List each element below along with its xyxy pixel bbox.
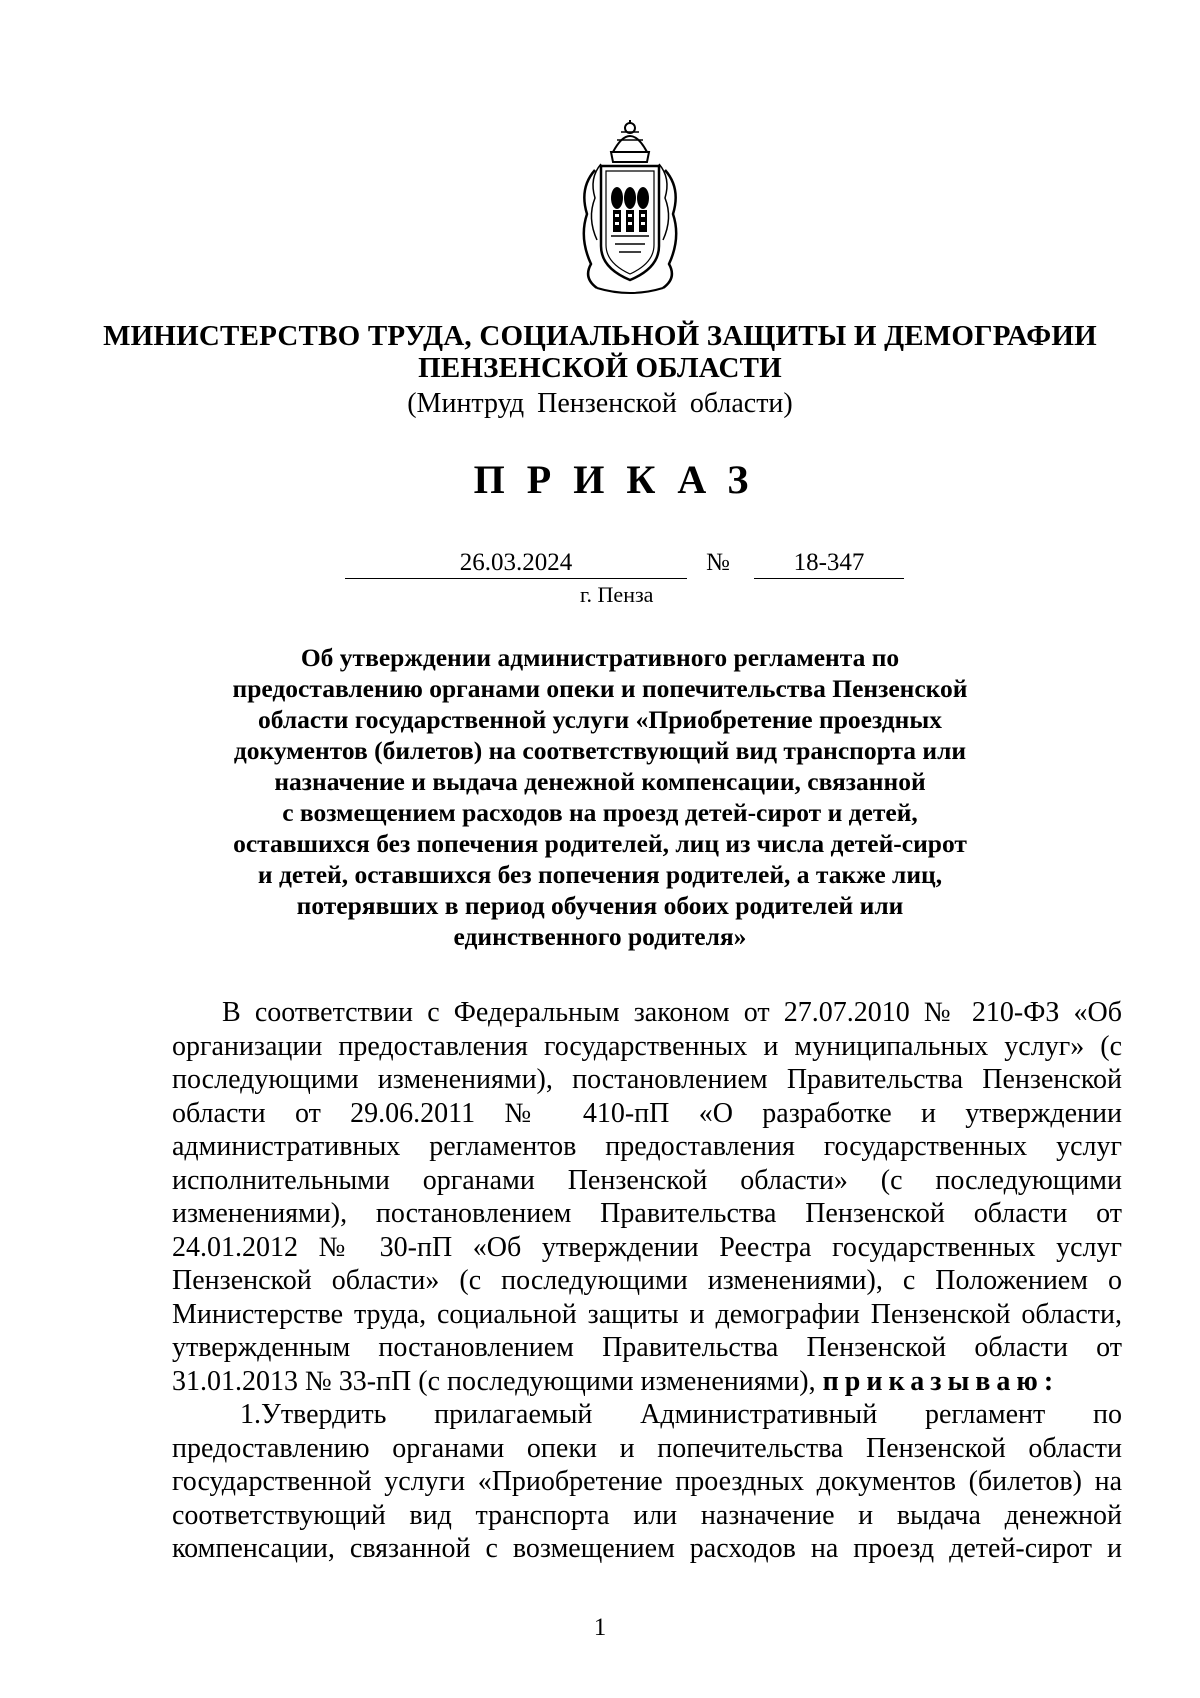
item1-word: по [1093,1399,1122,1430]
order-keyword: приказываю: [822,1365,1060,1397]
title-line: документов (билетов) на соответствующий вид транспорта или [233,736,967,765]
body-line-final [172,1365,1122,1399]
title-line: и детей, оставшихся без попечения родителей, а также лиц, [257,860,943,889]
body-line: компенсации, связанной с возмещением расходов на проезд детей-сирот и [172,1533,1122,1564]
body-line: административных регламентов предоставления государственных услуг [172,1131,1122,1162]
body-line: 24.01.2012 № 30-пП «Об утверждении Реестра государственных услуг [172,1231,1122,1263]
ministry-name-line1: МИНИСТЕРСТВО ТРУДА, СОЦИАЛЬНОЙ ЗАЩИТЫ И ДЕМОГРАФИИ [103,320,1097,352]
page-number: 1 [593,1614,607,1641]
body-line: организации предоставления государственных и муниципальных услуг» (с [172,1030,1122,1062]
title-line: единственного родителя» [453,922,747,951]
order-date: 26.03.2024 [345,548,687,579]
item1-word: 1.Утвердить [240,1399,387,1430]
body-line: государственной услуги «Приобретение проездных документов (билетов) на [172,1466,1122,1497]
title-line: Об утверждении административного регламента по [300,643,900,672]
title-line: области государственной услуги «Приобретение проездных [258,705,942,734]
body-line: Пензенской области» (с последующими изменениями), с Положением о [172,1265,1122,1296]
order-title [0,642,1200,952]
body-line: изменениями), постановлением Правительства Пензенской области от [172,1198,1122,1229]
body-line: Министерстве труда, социальной защиты и демографии Пензенской области, [172,1298,1122,1330]
number-sign: № [706,549,730,576]
item1-word: Административный [640,1399,878,1430]
ministry-name-line2: ПЕНЗЕНСКОЙ ОБЛАСТИ [418,352,782,384]
body-line: последующими изменениями), постановлением Правительства Пензенской [172,1064,1122,1095]
title-line: с возмещением расходов на проезд детей-сирот и детей, [282,798,918,827]
title-line: предоставлению органами опеки и попечительства Пензенской [232,674,968,703]
body-line: области от 29.06.2011 № 410-пП «О разработке и утверждении [172,1097,1122,1129]
order-body [172,996,1122,1566]
order-number: 18-347 [754,548,904,579]
item1-word: прилагаемый [434,1399,593,1430]
ministry-name [0,320,1200,384]
title-line: назначение и выдача денежной компенсации, связанной [274,767,926,796]
title-line: оставшихся без попечения родителей, лиц из числа детей-сирот [233,829,967,858]
body-line: соответствующий вид транспорта или назначение и выдача денежной [172,1499,1122,1531]
body-line: утвержденным постановлением Правительства Пензенской области от [172,1332,1122,1363]
item1-first-line [172,1398,1122,1432]
body-line: В соответствии с Федеральным законом от 27.07.2010 № 210-ФЗ «Об [222,997,1122,1028]
title-line: потерявших в период обучения обоих родителей или [296,891,904,920]
coat-of-arms-icon [575,118,685,296]
body-line: исполнительными органами Пензенской области» (с последующими [172,1164,1122,1196]
order-city: г. Пенза [580,582,654,607]
document-type-heading: ПРИКАЗ [473,457,771,502]
ministry-short-name: (Минтруд Пензенской области) [407,388,793,419]
body-line-text: 31.01.2013 № 33-пП (с последующими изменениями), [172,1365,823,1397]
body-line: предоставлению органами опеки и попечительства Пензенской области [172,1432,1122,1464]
item1-word: регламент [924,1399,1046,1430]
